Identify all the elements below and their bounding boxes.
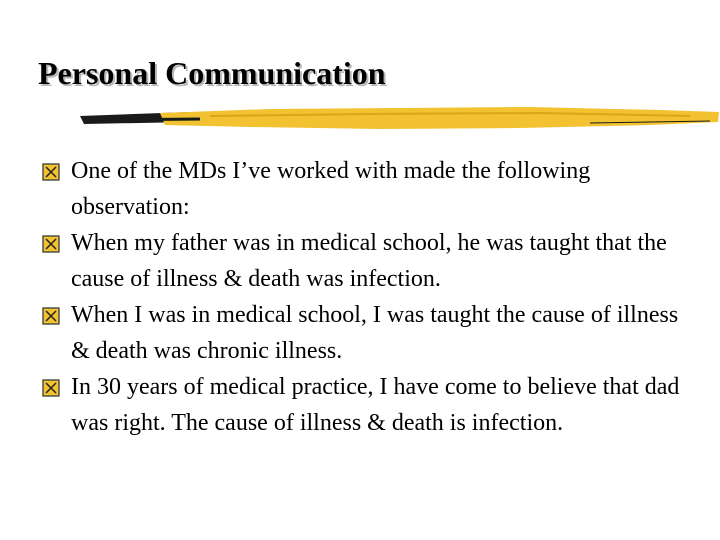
bullet-item — [42, 225, 682, 297]
bullet-item — [42, 369, 682, 441]
bullet-text: When my father was in medical school, he was taught that the cause of illness & death was infection. — [71, 230, 667, 292]
bullet-text: When I was in medical school, I was taught the cause of illness & death was chronic illness. — [71, 302, 679, 364]
bullet-text: One of the MDs I’ve worked with made the following observation: — [71, 158, 591, 220]
bullet-item — [42, 153, 682, 225]
bullet-list — [42, 153, 682, 441]
slide-title: Personal Communication — [38, 55, 386, 91]
boxed-x-icon — [42, 235, 60, 253]
boxed-x-icon — [42, 307, 60, 325]
title-underline-brush-stroke — [70, 104, 720, 134]
bullet-item — [42, 297, 682, 369]
boxed-x-icon — [42, 379, 60, 397]
boxed-x-icon — [42, 163, 60, 181]
bullet-text: In 30 years of medical practice, I have come to believe that dad was right. The cause of illness & death is infection. — [71, 374, 680, 436]
